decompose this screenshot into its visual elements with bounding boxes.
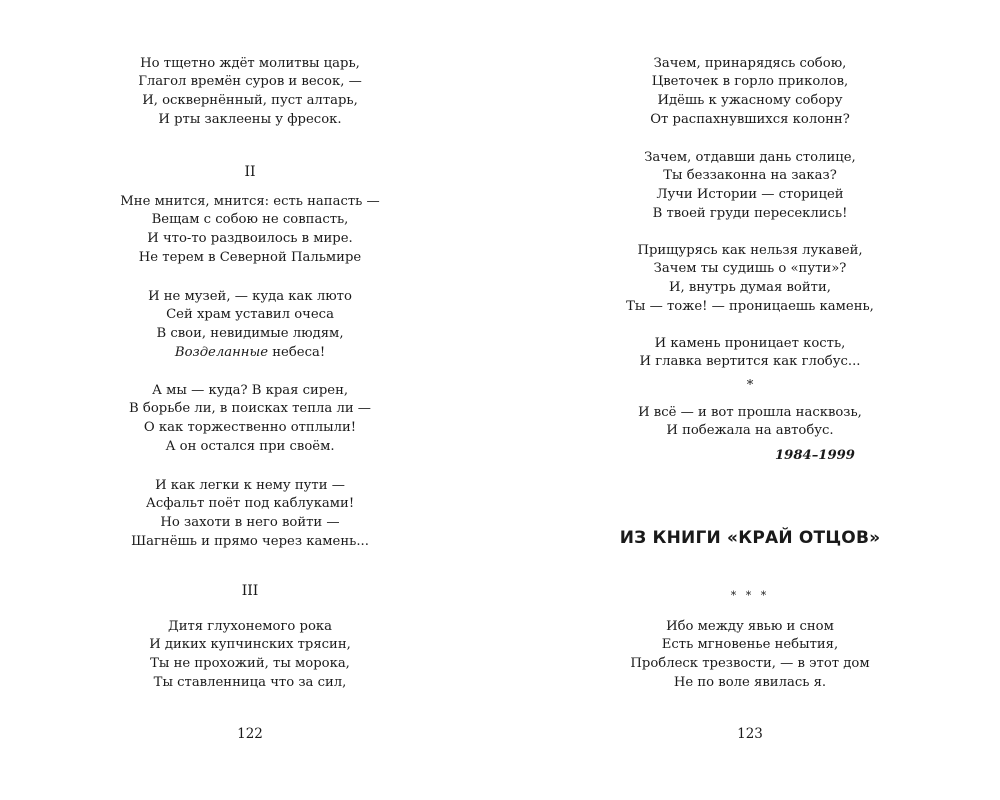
poem-line: Цветочек в горло приколов,	[651, 74, 849, 90]
poem-line: В твоей груди пересеклись!	[652, 205, 848, 221]
poem-line: Ты беззаконна на заказ?	[663, 168, 837, 184]
stanza	[500, 404, 1000, 442]
poem-line: Ибо между явью и сном	[666, 618, 834, 634]
stanza	[0, 382, 500, 457]
poem-line: И диких купчинских трясин,	[149, 637, 351, 653]
poem-line: Вещам с собою не совпасть,	[151, 212, 349, 228]
poem-line: И всё — и вот прошла насквозь,	[638, 404, 862, 420]
poem-line: Мне мнится, мнится: есть напасть —	[120, 193, 380, 209]
stanza	[500, 618, 1000, 693]
stanza	[0, 618, 500, 693]
poem-line: И не музей, — куда как люто	[148, 288, 352, 304]
poem-line: Не по воле явилась я.	[673, 674, 827, 690]
poem-line: О как торжественно отплыли!	[143, 420, 357, 436]
poem-line: Есть мгновенье небытия,	[661, 637, 839, 653]
stanza	[0, 55, 500, 130]
poem-line: Асфальт поёт под каблуками!	[145, 496, 355, 512]
section-number: III	[241, 582, 259, 599]
page-number: 123	[737, 725, 763, 742]
stanza	[500, 242, 1000, 317]
poem-line: А он остался при своём.	[165, 438, 335, 454]
poem-line: И главка вертится как глобус...	[639, 354, 861, 370]
poem-line: И камень проницает кость,	[654, 335, 846, 351]
stanza	[500, 149, 1000, 224]
stanza	[500, 55, 1000, 130]
poem-date: 1984–1999	[774, 447, 855, 463]
poem-line	[0, 344, 500, 363]
poem-line: В свои, невидимые людям,	[156, 326, 344, 342]
poem-line: И как легки к нему пути —	[155, 477, 345, 493]
poem-line: И, осквернённый, пуст алтарь,	[142, 93, 358, 109]
stanza	[0, 193, 500, 268]
poem-line: И рты заклеены у фресок.	[158, 111, 342, 127]
italic-word: Возделанные	[174, 344, 269, 360]
poem-line: Зачем, принарядясь собою,	[653, 55, 847, 71]
section-heading: ИЗ КНИГИ «КРАЙ ОТЦОВ»	[619, 527, 881, 548]
poem-divider-stars: * * *	[730, 588, 770, 602]
poem-line: Ты — тоже! — проницаешь камень,	[626, 298, 874, 314]
poem-line: Проблеск трезвости, — в этот дом	[630, 656, 870, 672]
right-page	[500, 0, 1000, 800]
poem-line: Ты ставленница что за сил,	[153, 674, 347, 690]
poem-line: И, внутрь думая войти,	[669, 280, 831, 296]
poem-line: Ты не прохожий, ты морока,	[150, 656, 350, 672]
poem-line: Зачем, отдавши дань столице,	[644, 149, 856, 165]
stanza-divider-asterisk: *	[746, 377, 754, 393]
page-number: 122	[237, 725, 263, 742]
stanza	[0, 288, 500, 363]
poem-line: Но захоти в него войти —	[160, 515, 340, 531]
poem-line: Но тщетно ждёт молитвы царь,	[140, 55, 360, 71]
stanza	[500, 335, 1000, 373]
poem-line: Идёшь к ужасному собору	[657, 93, 843, 109]
poem-line: От распахнувшихся колонн?	[650, 111, 850, 127]
poem-line: Шагнёшь и прямо через камень...	[131, 533, 369, 549]
poem-line: В борьбе ли, в поисках тепла ли —	[129, 401, 371, 417]
poem-line: Зачем ты судишь о «пути»?	[653, 261, 847, 277]
poem-line: Глагол времён суров и весок, —	[138, 74, 362, 90]
poem-line: Сей храм уставил очеса	[166, 307, 334, 323]
line-rest: небеса!	[268, 344, 326, 360]
poem-line: Лучи Истории — сторицей	[656, 187, 844, 203]
poem-line: Дитя глухонемого рока	[167, 618, 333, 634]
poem-line: Не терем в Северной Пальмире	[138, 249, 362, 265]
section-number: II	[244, 163, 256, 180]
poem-line: А мы — куда? В края сирен,	[151, 382, 349, 398]
poem-line: И побежала на автобус.	[666, 423, 834, 439]
poem-line: Прищурясь как нельзя лукавей,	[637, 242, 863, 258]
poem-line: И что-то раздвоилось в мире.	[147, 231, 353, 247]
stanza	[0, 477, 500, 552]
